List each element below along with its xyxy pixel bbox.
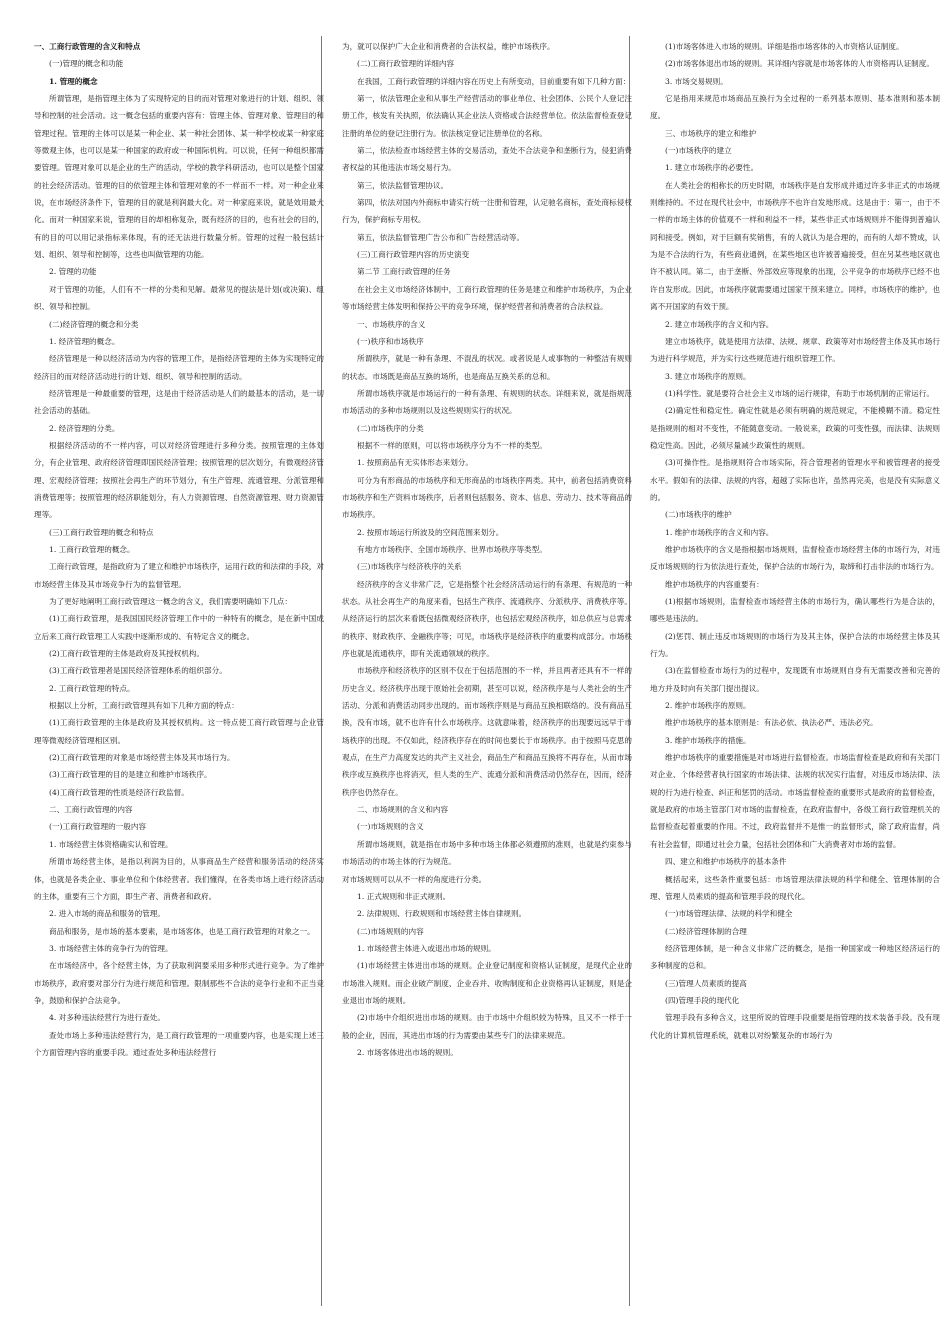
paragraph: 所谓秩序，就是一种有条理、不混乱的状况。或者说是人或事物的一种整洁有规则的状态。市场既是商品互换的场所，也是商品互换关系的总和。 bbox=[342, 354, 632, 381]
paragraph: 商品和服务，是市场的基本要素，是市场客体，也是工商行政管理的对象之一。 bbox=[49, 926, 315, 936]
paragraph: (二)市场秩序的维护 bbox=[665, 510, 732, 520]
paragraph: 2. 建立市场秩序的含义和内容。 bbox=[665, 319, 774, 329]
paragraph: (二)市场秩序的分类 bbox=[357, 423, 424, 433]
paragraph: 二、工商行政管理的内容 bbox=[49, 805, 133, 815]
paragraph: 在社会主义市场经济体制中，工商行政管理的任务是建立和维护市场秩序，为企业等市场经营主体发明和保持公平的竞争环境，保护经营者和消费者的合法权益。 bbox=[342, 284, 632, 312]
paragraph: 三、市场秩序的建立和维护 bbox=[665, 128, 757, 138]
paragraph: 可分为有形商品的市场秩序和无形商品的市场秩序两类。其中，前者包括消费资料市场秩序和生产资料市场秩序，后者则包括服务、资本、信息、劳动力、技术等商品的市场秩序。 bbox=[342, 475, 632, 520]
paragraph: 建立市场秩序，就是使用方法律、法规、规章、政策等对市场经营主体及其市场行为进行科学规范，并为实行这些规范进行组织管理工作。 bbox=[650, 336, 940, 364]
paragraph: 经济管理体制，是一种含义非常广泛的概念，是指一种国家或一种地区经济运行的多种制度的总和。 bbox=[650, 943, 940, 971]
paragraph: 2. 经济管理的分类。 bbox=[49, 423, 120, 433]
paragraph: 3. 建立市场秩序的原则。 bbox=[665, 371, 751, 381]
paragraph: 1. 维护市场秩序的含义和内容。 bbox=[665, 527, 774, 537]
paragraph: 2. 市场客体进出市场的规则。 bbox=[357, 1047, 458, 1057]
paragraph: 第三，依法监督管理协议。 bbox=[357, 180, 449, 190]
paragraph: 2. 维护市场秩序的原则。 bbox=[665, 701, 751, 711]
paragraph: 1. 市场经营主体进入或退出市场的规则。 bbox=[357, 943, 496, 953]
paragraph: 一、市场秩序的含义 bbox=[357, 319, 426, 329]
paragraph: 维护市场秩序的内容重要有： bbox=[665, 579, 764, 589]
paragraph: 根据以上分析，工商行政管理具有如下几种方面的特点： bbox=[49, 701, 239, 711]
paragraph: 所谓市场秩序就是市场运行的一种有条理、有规则的状态。详细来说，就是指规范市场活动的多种市场规则以及这些规则实行的状况。 bbox=[342, 388, 632, 416]
paragraph: 四、建立和维护市场秩序的基本条件 bbox=[665, 857, 787, 867]
paragraph: (四)管理手段的现代化 bbox=[665, 995, 740, 1005]
paragraph: (二)经济管理体制的合理 bbox=[665, 926, 747, 936]
text-column-right bbox=[650, 38, 940, 1044]
paragraph: 根据经济活动的不一样内容，可以对经济管理进行多种分类。按照管理的主体划分，有企业管理、政府经济管理即国民经济管理；按照管理的层次划分，有微观经济管理、宏观经济管理；按照社会再生产的环节划分，有生产管理、流通管理、分派管理和消费管理等；按照管理的经济职能划分，有人力资源管理、自然资源管理、财力资源管理等。 bbox=[34, 440, 324, 520]
paragraph: 1. 经济管理的概念。 bbox=[49, 336, 120, 346]
paragraph: 维护市场秩序的基本原则是：有法必依、执法必严、违法必究。 bbox=[665, 718, 878, 728]
paragraph: 1. 市场经营主体资格确实认和管理。 bbox=[49, 839, 173, 849]
paragraph: 为了更好地阐明工商行政管理这一概念的含义，我们需要明确如下几点： bbox=[49, 597, 292, 606]
paragraph: (2)工商行政管理的主体是政府及其授权机构。 bbox=[49, 649, 205, 659]
paragraph: 1. 建立市场秩序的必要性。 bbox=[665, 163, 759, 173]
paragraph: (4)工商行政管理的性质是经济行政监督。 bbox=[49, 787, 189, 797]
paragraph: 所谓市场经营主体，是指以利润为目的，从事商品生产经营和服务活动的经济实体，也就是各类企业、事业单位和个体经营者。我们懂得，在各类市场上进行经济活动的主体，重要有三个方面，即生产者、消费者和政府。 bbox=[34, 857, 324, 901]
paragraph: (1)工商行政管理，是我国国民经济管理工作中的一种特有的概念，是在新中国成立后来工商行政管理工人实践中逐渐形成的、有特定含义的概念。 bbox=[34, 614, 324, 641]
paragraph: (1)科学性。就是要符合社会主义市场的运行规律，有助于市场机制的正常运行。 bbox=[665, 388, 934, 398]
paragraph: (1)工商行政管理的主体是政府及其授权机构。这一特点使工商行政管理与企业管理等微观经济管理相区别。 bbox=[34, 718, 324, 745]
paragraph: (2)惩罚、制止违反市场规则的市场行为及其主体，保护合法的市场经营主体及其行为。 bbox=[650, 631, 940, 659]
paragraph: (一)工商行政管理的一般内容 bbox=[49, 822, 147, 832]
paragraph: (三)工商行政管理内容的历史演变 bbox=[357, 250, 470, 260]
paragraph: (1)市场客体进入市场的规则。详细是指市场客体的入市资格认证制度。 bbox=[665, 42, 904, 51]
paragraph: (1)根据市场规则，监督检查市场经营主体的市场行为，确认哪些行为是合法的，哪些是违法的。 bbox=[650, 597, 940, 624]
paragraph: 经济秩序的含义非常广泛，它是指整个社会经济活动运行的有条理、有规范的一种状态。从社会再生产的角度来看，包括生产秩序、流通秩序、分派秩序、消费秩序等。从经济运行的层次来看既包括微观经济秩序，也包括宏观经济秩序，如总供应与总需求的秩序、财政秩序、金融秩序等；可见，市场秩序是经济秩序的重要构成部分。市场秩序也就是流通秩序，即有关流通领域的秩序。 bbox=[342, 579, 632, 659]
paragraph: 第一，依法管理企业和从事生产经营活动的事业单位、社会团体、公民个人登记注册工作，核发有关执照，依法确认其企业法人资格或合法经营单位。依法监督检查登记注册的单位的登记注册行为。依法核定登记注册单位的名称。 bbox=[342, 94, 632, 138]
paragraph: (三)管理人员素质的提高 bbox=[665, 978, 747, 988]
paragraph: (3)工商行政管理者是国民经济管理体系的组织部分。 bbox=[49, 666, 227, 676]
text-column-middle bbox=[342, 38, 632, 1061]
paragraph: 经济管理是一种以经济活动为内容的管理工作，是指经济管理的主体为实现特定的经济目的而对经济活动进行的计划、组织、领导和控制的活动。 bbox=[34, 354, 324, 381]
paragraph: 概括起来，这些条件重要包括：市场管理法律法规的科学和健全、管理体制的合理、管理人员素质的提高和管理手段的现代化。 bbox=[650, 874, 940, 901]
paragraph: (2)市场中介组织进出市场的规则。由于市场中介组织较为特殊，且又不一样于一般的企业，因而，其进出市场的行为需要由某些专门的法律来规范。 bbox=[342, 1013, 632, 1040]
paragraph: 在我国，工商行政管理的详细内容在历史上有所变动，目前重要有如下几种方面： bbox=[357, 76, 631, 86]
paragraph: (2)工商行政管理的对象是市场经营主体及其市场行为。 bbox=[49, 753, 235, 763]
paragraph: 查处市场上多种违法经营行为，是工商行政管理的一项重要内容，也是实现上述三个方面管理内容的重要手段。通过查处多种违法经营行 bbox=[34, 1030, 324, 1057]
paragraph: 在人类社会的相称长的历史时期，市场秩序是自发形成并通过许多非正式的市场规则维持的。不过在现代社会中，市场秩序不也许自发地形成。这是由于：第一，由于不一样的市场主体的价值观不一样和利益不一样，某些非正式市场规则并不能得到普遍认同和接受。例如，对于巨额有奖销售，有的人就认为是合理的，而有的人却不赞成，认为是不合法的行为，有些商业通例，在某些地区也许被普遍接受，但在另某些地区就也许不被认同。第二，由于垄断、外部效应等现象的出现，公平竞争的市场秩序已经不也许自发形成。因此，市场秩序就需要通过国家干预来建立。同样，市场秩序的维护，也离不开国家的有效干预。 bbox=[650, 180, 940, 312]
paragraph: 1. 按照商品有无实体形态来划分。 bbox=[357, 458, 473, 468]
paragraph: (3)在监督检查市场行为的过程中，发现既有市场规则自身有无需要改善和完善的地方并及时向有关部门提出提议。 bbox=[650, 666, 940, 693]
paragraph: 二、市场规则的含义和内容 bbox=[357, 805, 449, 815]
paragraph: 维护市场秩序的重要措施是对市场进行监督检查。市场监督检查是政府和有关部门对企业、个体经营者执行国家的市场法律、法规的状况实行监督，对违反市场法律、法规的行为进行检查、纠正和惩罚的活动。市场监督检查的重要形式是政府的监督检查，就是政府的市场主管部门对市场的监督检查，在政府监督中，各级工商行政管理机关的监督检查起着重要的作用。不过，政府监督并不是惟一的监督形式，除了政府监督，尚有社会监督，即通过社会力量，包括社会团体和广大消费者对市场的监督。 bbox=[650, 753, 940, 849]
paragraph: (一)管理的概念和功能 bbox=[49, 59, 124, 69]
paragraph: 第四，依法对国内外商标申请实行统一注册和管理，认定驰名商标，查处商标侵权行为，保护商标专用权。 bbox=[342, 198, 632, 225]
paragraph: 管理手段有多种含义，这里所说的管理手段重要是指管理的技术装备手段。没有现代化的计算机管理系统，就难以对纷繁复杂的市场行为 bbox=[650, 1013, 940, 1040]
paragraph: 1. 正式规则和非正式规则。 bbox=[357, 891, 451, 901]
paragraph: 为，就可以保护广大企业和消费者的合法权益，维护市场秩序。 bbox=[342, 42, 555, 51]
paragraph: (1)市场经营主体进出市场的规则。企业登记制度和资格认证制度，是现代企业的市场准入规则。而企业破产制度、企业吞并、收购制度和企业资格再认证制度，则是企业退出市场的规则。 bbox=[342, 961, 632, 1005]
paragraph: 所谓管理，是指管理主体为了实现特定的目的而对管理对象进行的计划、组织、领导和控制的社会活动。这一概念包括的重要内容有：管理主体、管理对象、管理目的和管理过程。管理的主体可以是某一种企业、某一种社会团体、某一种学校或某一种家庭等微观主体，也可以是某一种国家的政府或一种国际机构。可以说，任何一种组织都需要管理。管理对象可以是企业的生产的活动，学校的教学科研活动，也可以是整个国家的社会经济活动。管理的目的依管理主体和管理对象的不一样而不一样。对一种企业来说，在市场经济条件下，管理的目的就是利润最大化。对一种家庭来说，就是效用最大化。而对一种国家来说，管理的目的却相称复杂，既有经济的目的，也有社会的目的，有的目的可以用记录指标来体现，有的还无法进行数量分析。管理的过程一般包括计划、组织、领导和控制等，这些也叫做管理的功能。 bbox=[34, 94, 324, 260]
paragraph: (一)市场秩序的建立 bbox=[665, 146, 732, 156]
paragraph: 维护市场秩序的含义是指根据市场规则，监督检查市场经营主体的市场行为，对违反市场规则的行为依法进行查处，保护合法的市场行为，取缔和打击非法的市场行为。 bbox=[650, 544, 940, 572]
paragraph: (3)工商行政管理的目的是建立和维护市场秩序。 bbox=[49, 770, 212, 780]
paragraph: 2. 按照市场运行所波及的空间范围来划分。 bbox=[357, 527, 504, 537]
paragraph: (二)工商行政管理的详细内容 bbox=[357, 59, 455, 69]
paragraph: (三)市场秩序与经济秩序的关系 bbox=[357, 562, 462, 572]
paragraph: (一)市场管理法律、法规的科学和健全 bbox=[665, 909, 793, 919]
paragraph: (二)经济管理的概念和分类 bbox=[49, 319, 139, 329]
paragraph: (一)秩序和市场秩序 bbox=[357, 336, 424, 346]
paragraph: (二)市场规则的内容 bbox=[357, 926, 424, 936]
section-heading: 1. 管理的概念 bbox=[49, 76, 98, 86]
paragraph: (2)确定性和稳定性。确定性就是必须有明确的规范规定，不能模糊不清。稳定性是指规则的相对不变性，不能随意变动。一般说来，政策的可变性强，而法律、法规则稳定性高。因此，必须尽量减少政策性的规则。 bbox=[650, 406, 940, 450]
paragraph: 2. 进入市场的商品和服务的管理。 bbox=[49, 909, 165, 919]
paragraph: (3)可操作性。是指规则符合市场实际，符合管理者的管理水平和被管理者的接受水平。假如有的法律、法规的内容，超越了实际也许，虽然再完美，也是没有实际意义的。 bbox=[650, 458, 940, 502]
paragraph: 对于管理的功能，人们有不一样的分类和见解。最常见的提法是计划(或决策)、组织、领导和控制。 bbox=[34, 284, 324, 312]
paragraph: 在市场经济中，各个经营主体，为了获取利润要采用多种形式进行竞争。为了维护市场秩序，政府要对部分行为进行规范和管理。限制那些不合法的竞争行业和不正当竞争，鼓励和保护合法竞争。 bbox=[34, 961, 324, 1005]
paragraph: 第二节 工商行政管理的任务 bbox=[357, 267, 451, 277]
paragraph: 第五，依法监督管理广告公布和广告经营活动等。 bbox=[357, 232, 525, 242]
paragraph: 3. 市场交易规则。 bbox=[665, 76, 728, 86]
paragraph: 4. 对多种违法经营行为进行查处。 bbox=[49, 1013, 165, 1023]
paragraph: 对市场规则可以从不一样的角度进行分类。 bbox=[342, 874, 487, 884]
paragraph: 2. 法律规则、行政规则和市场经营主体自律规则。 bbox=[357, 909, 527, 919]
paragraph: 3. 维护市场秩序的措施。 bbox=[665, 735, 751, 745]
paragraph: 工商行政管理，是指政府为了建立和维护市场秩序，运用行政的和法律的手段，对市场经营主体及其市场竞争行为的监督管理。 bbox=[34, 562, 324, 589]
section-heading: 一、工商行政管理的含义和特点 bbox=[34, 42, 141, 51]
paragraph: 3. 市场经营主体的竞争行为的管理。 bbox=[49, 943, 173, 953]
paragraph: 2. 工商行政管理的特点。 bbox=[49, 683, 135, 693]
paragraph: (三)工商行政管理的概念和特点 bbox=[49, 527, 154, 537]
paragraph: 1. 工商行政管理的概念。 bbox=[49, 544, 135, 554]
paragraph: 2. 管理的功能 bbox=[49, 267, 97, 277]
paragraph: 根据不一样的原则，可以将市场秩序分为不一样的类型。 bbox=[357, 440, 547, 450]
paragraph: 经济管理是一种最重要的管理，这是由于经济活动是人们的最基本的活动，是一切社会活动的基础。 bbox=[34, 388, 324, 416]
paragraph: 市场秩序和经济秩序的区别不仅在于包括范围的不一样，并且两者还具有不一样的历史含义。经济秩序出现于原始社会初期，甚至可以说，经济秩序是与人类社会的生产活动、分派和消费活动同步出现的。而市场秩序则是与商品互换相联络的。没有商品互换，没有市场，就不也许有什么市场秩序。这就意味着，经济秩序的出现要远远早于市场秩序的出现。不仅如此，经济秩序存在的时间也要长于市场秩序。由于按照马克思的观点，在生产力高度发达的共产主义社会，商品生产和商品互换将不再存在，从而市场秩序或互换秩序也将消灭，但人类的生产、流通分派和消费活动仍然存在，因而，经济秩序也仍然存在。 bbox=[342, 666, 632, 797]
paragraph: (一)市场规则的含义 bbox=[357, 822, 424, 832]
text-column-left bbox=[34, 38, 324, 1061]
paragraph: (2)市场客体退出市场的规则。其详细内容就是市场客体的人市资格再认证制度。 bbox=[665, 59, 934, 69]
paragraph: 它是指用来规范市场商品互换行为全过程的一系列基本原则、基本准则和基本制度。 bbox=[650, 94, 940, 121]
paragraph: 所谓市场规则，就是指在市场中多种市场主体都必须遵照的准则，也就是约束参与市场活动的市场主体的行为规范。 bbox=[342, 839, 632, 867]
paragraph: 第二，依法检查市场经营主体的交易活动，查处不合法竞争和垄断行为，侵犯消费者权益的其他违法市场交易行为。 bbox=[342, 146, 632, 173]
paragraph: 有地方市场秩序、全国市场秩序、世界市场秩序等类型。 bbox=[357, 544, 547, 554]
